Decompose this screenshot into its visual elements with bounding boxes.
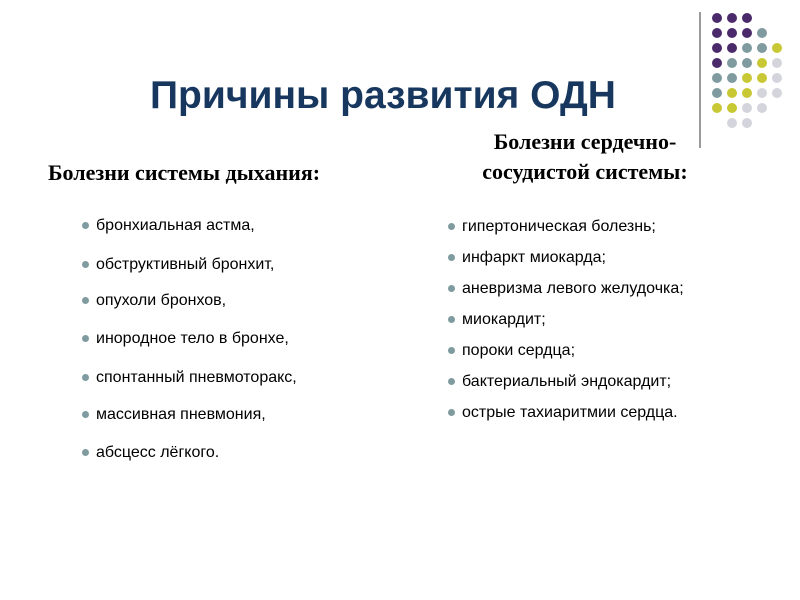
- list-item: абсцесс лёгкого.: [96, 444, 220, 461]
- list-item: массивная пневмония,: [96, 406, 266, 423]
- decorative-dot: [742, 103, 752, 113]
- list-item: аневризма левого желудочка;: [462, 280, 684, 297]
- decorative-dot: [742, 28, 752, 38]
- decorative-dot: [712, 28, 722, 38]
- right-column-heading: [450, 127, 720, 187]
- decorative-dot: [712, 88, 722, 98]
- decorative-dot: [712, 58, 722, 68]
- decorative-dot: [757, 58, 767, 68]
- right-heading-line2: сосудистой системы:: [482, 159, 688, 184]
- list-item: инородное тело в бронхе,: [96, 330, 289, 347]
- decorative-dot: [727, 73, 737, 83]
- list-item: опухоли бронхов,: [96, 292, 227, 309]
- decorative-dot: [742, 88, 752, 98]
- list-item: бронхиальная астма,: [96, 217, 255, 234]
- decorative-dot: [742, 58, 752, 68]
- decorative-dot: [727, 28, 737, 38]
- list-item: бактериальный эндокардит;: [462, 373, 672, 390]
- decorative-dot: [757, 73, 767, 83]
- decorative-dot: [772, 43, 782, 53]
- decorative-dot: [742, 118, 752, 128]
- list-item: гипертоническая болезнь;: [462, 218, 656, 235]
- decorative-dot: [772, 73, 782, 83]
- list-item: обструктивный бронхит,: [96, 256, 275, 273]
- decorative-dot: [742, 13, 752, 23]
- list-item: миокардит;: [462, 311, 546, 328]
- list-item: инфаркт миокарда;: [462, 249, 606, 266]
- list-item: острые тахиаритмии сердца.: [462, 404, 678, 421]
- decorative-dot: [712, 43, 722, 53]
- decorative-dot: [757, 43, 767, 53]
- decorative-dot: [727, 88, 737, 98]
- decorative-dot: [772, 58, 782, 68]
- right-heading-line1: Болезни сердечно-: [493, 129, 677, 154]
- decorative-dot: [727, 43, 737, 53]
- decorative-dot: [742, 43, 752, 53]
- decorative-dot: [742, 73, 752, 83]
- decorative-dot: [757, 88, 767, 98]
- decorative-dot: [712, 13, 722, 23]
- decorative-dot: [712, 103, 722, 113]
- decorative-dot: [757, 103, 767, 113]
- decorative-dot: [727, 58, 737, 68]
- decorative-dot: [727, 118, 737, 128]
- decorative-dot: [727, 103, 737, 113]
- decorative-dot: [757, 28, 767, 38]
- decorative-dot: [727, 13, 737, 23]
- slide-title: Причины развития ОДН: [150, 74, 616, 117]
- decorative-dot: [772, 88, 782, 98]
- list-item: спонтанный пневмоторакс,: [96, 369, 297, 386]
- list-item: пороки сердца;: [462, 342, 576, 359]
- decorative-dot: [712, 73, 722, 83]
- left-column-heading: Болезни системы дыхания:: [48, 160, 321, 185]
